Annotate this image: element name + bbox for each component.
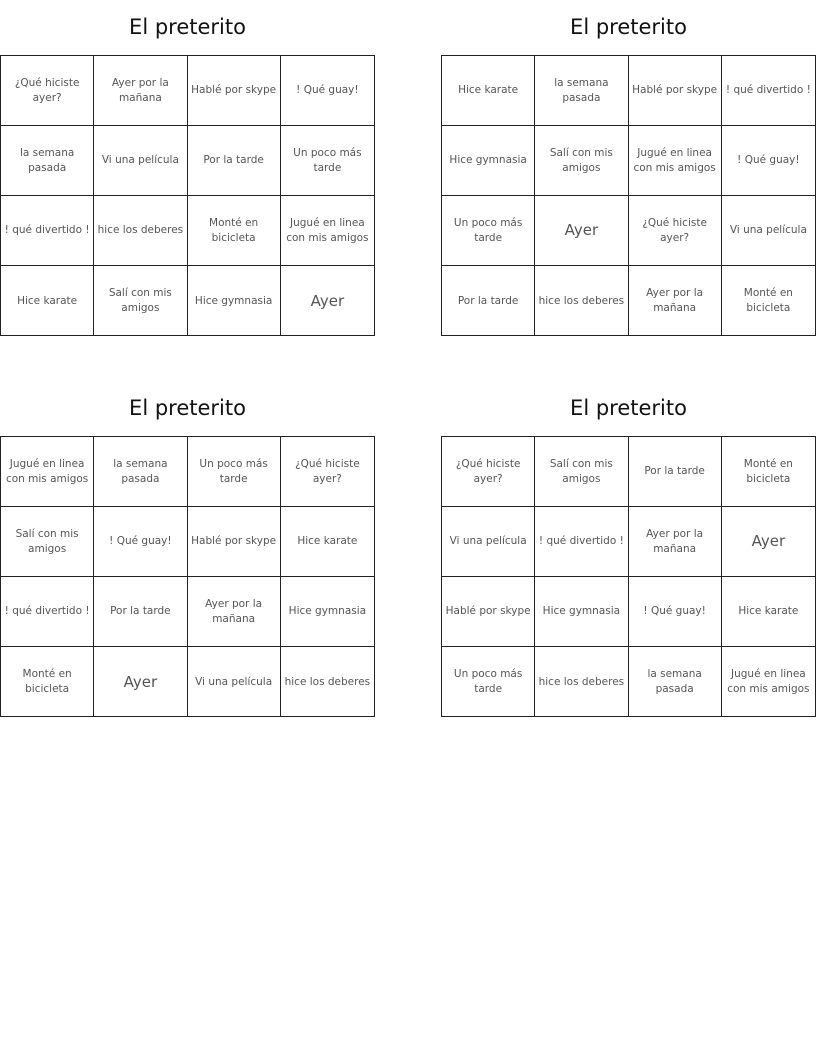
bingo-cell: Salí con mis amigos	[1, 507, 94, 577]
bingo-cell: ! Qué guay!	[629, 577, 722, 647]
bingo-card	[0, 381, 375, 717]
bingo-cell: Monté en bicicleta	[722, 437, 815, 507]
bingo-cell: Un poco más tarde	[281, 126, 374, 196]
bingo-cell: ¿Qué hiciste ayer?	[442, 437, 535, 507]
bingo-cell: Por la tarde	[94, 577, 187, 647]
bingo-cell: Hice gymnasia	[535, 577, 628, 647]
bingo-cell: la semana pasada	[629, 647, 722, 717]
bingo-cell: Monté en bicicleta	[188, 196, 281, 266]
bingo-cell: Hice gymnasia	[281, 577, 374, 647]
bingo-grid	[441, 55, 816, 336]
bingo-cell: Un poco más tarde	[442, 647, 535, 717]
bingo-grid	[0, 55, 375, 336]
bingo-cell: ! qué divertido !	[722, 56, 815, 126]
bingo-cell: ¿Qué hiciste ayer?	[1, 56, 94, 126]
bingo-cell: Monté en bicicleta	[1, 647, 94, 717]
bingo-cell: Por la tarde	[442, 266, 535, 336]
bingo-cell: Hice karate	[722, 577, 815, 647]
bingo-cell: Vi una película	[722, 196, 815, 266]
card-title: El preterito	[570, 15, 687, 39]
bingo-cell: Ayer por la mañana	[188, 577, 281, 647]
bingo-cell: ! qué divertido !	[535, 507, 628, 577]
bingo-cell: ! qué divertido !	[1, 196, 94, 266]
bingo-cell: hice los deberes	[535, 647, 628, 717]
bingo-cell: Por la tarde	[188, 126, 281, 196]
bingo-cell: la semana pasada	[94, 437, 187, 507]
card-title: El preterito	[570, 396, 687, 420]
bingo-cell: Ayer por la mañana	[629, 266, 722, 336]
bingo-cell: hice los deberes	[535, 266, 628, 336]
bingo-cell: Jugué en linea con mis amigos	[281, 196, 374, 266]
bingo-cell: Hice karate	[281, 507, 374, 577]
bingo-grid	[0, 436, 375, 717]
bingo-cell: Hice gymnasia	[188, 266, 281, 336]
bingo-cell: ! Qué guay!	[722, 126, 815, 196]
bingo-cell: Por la tarde	[629, 437, 722, 507]
bingo-cell: hice los deberes	[94, 196, 187, 266]
bingo-cell: Hablé por skype	[188, 507, 281, 577]
bingo-cell: Jugué en linea con mis amigos	[629, 126, 722, 196]
bingo-cell: Salí con mis amigos	[94, 266, 187, 336]
bingo-cell: ! Qué guay!	[94, 507, 187, 577]
bingo-cell: Jugué en linea con mis amigos	[727, 668, 810, 695]
bingo-cell: Vi una película	[442, 507, 535, 577]
bingo-cell: la semana pasada	[535, 56, 628, 126]
bingo-cell: Hice karate	[1, 266, 94, 336]
bingo-cell: ¿Qué hiciste ayer?	[281, 437, 374, 507]
bingo-cell: hice los deberes	[284, 675, 371, 688]
bingo-cell: Ayer	[722, 507, 815, 577]
bingo-cell: Un poco más tarde	[442, 196, 535, 266]
bingo-card	[441, 381, 816, 717]
bingo-cell: Vi una película	[188, 647, 281, 717]
bingo-cell: Hablé por skype	[442, 577, 535, 647]
bingo-cell: Ayer por la mañana	[629, 507, 722, 577]
card-title: El preterito	[129, 15, 246, 39]
bingo-cell: Un poco más tarde	[188, 437, 281, 507]
bingo-cell: la semana pasada	[1, 126, 94, 196]
bingo-cell: Hice gymnasia	[442, 126, 535, 196]
bingo-cell: Hice karate	[442, 56, 535, 126]
bingo-cell: Ayer por la mañana	[94, 56, 187, 126]
bingo-cell: ¿Qué hiciste ayer?	[629, 196, 722, 266]
bingo-cell: Monté en bicicleta	[743, 287, 793, 314]
bingo-grid	[441, 436, 816, 717]
bingo-cell: Ayer	[94, 647, 187, 717]
bingo-card	[441, 0, 816, 336]
bingo-cell: Hablé por skype	[629, 56, 722, 126]
bingo-cell: Salí con mis amigos	[535, 126, 628, 196]
bingo-cell: Vi una película	[94, 126, 187, 196]
bingo-cell: Ayer	[535, 196, 628, 266]
bingo-card	[0, 0, 375, 336]
bingo-cell: Jugué en linea con mis amigos	[1, 437, 94, 507]
card-title: El preterito	[129, 396, 246, 420]
bingo-cell: Hablé por skype	[188, 56, 281, 126]
bingo-cell: Ayer	[310, 291, 345, 310]
bingo-cell: ! qué divertido !	[1, 577, 94, 647]
bingo-cell: ! Qué guay!	[281, 56, 374, 126]
bingo-cell: Salí con mis amigos	[535, 437, 628, 507]
